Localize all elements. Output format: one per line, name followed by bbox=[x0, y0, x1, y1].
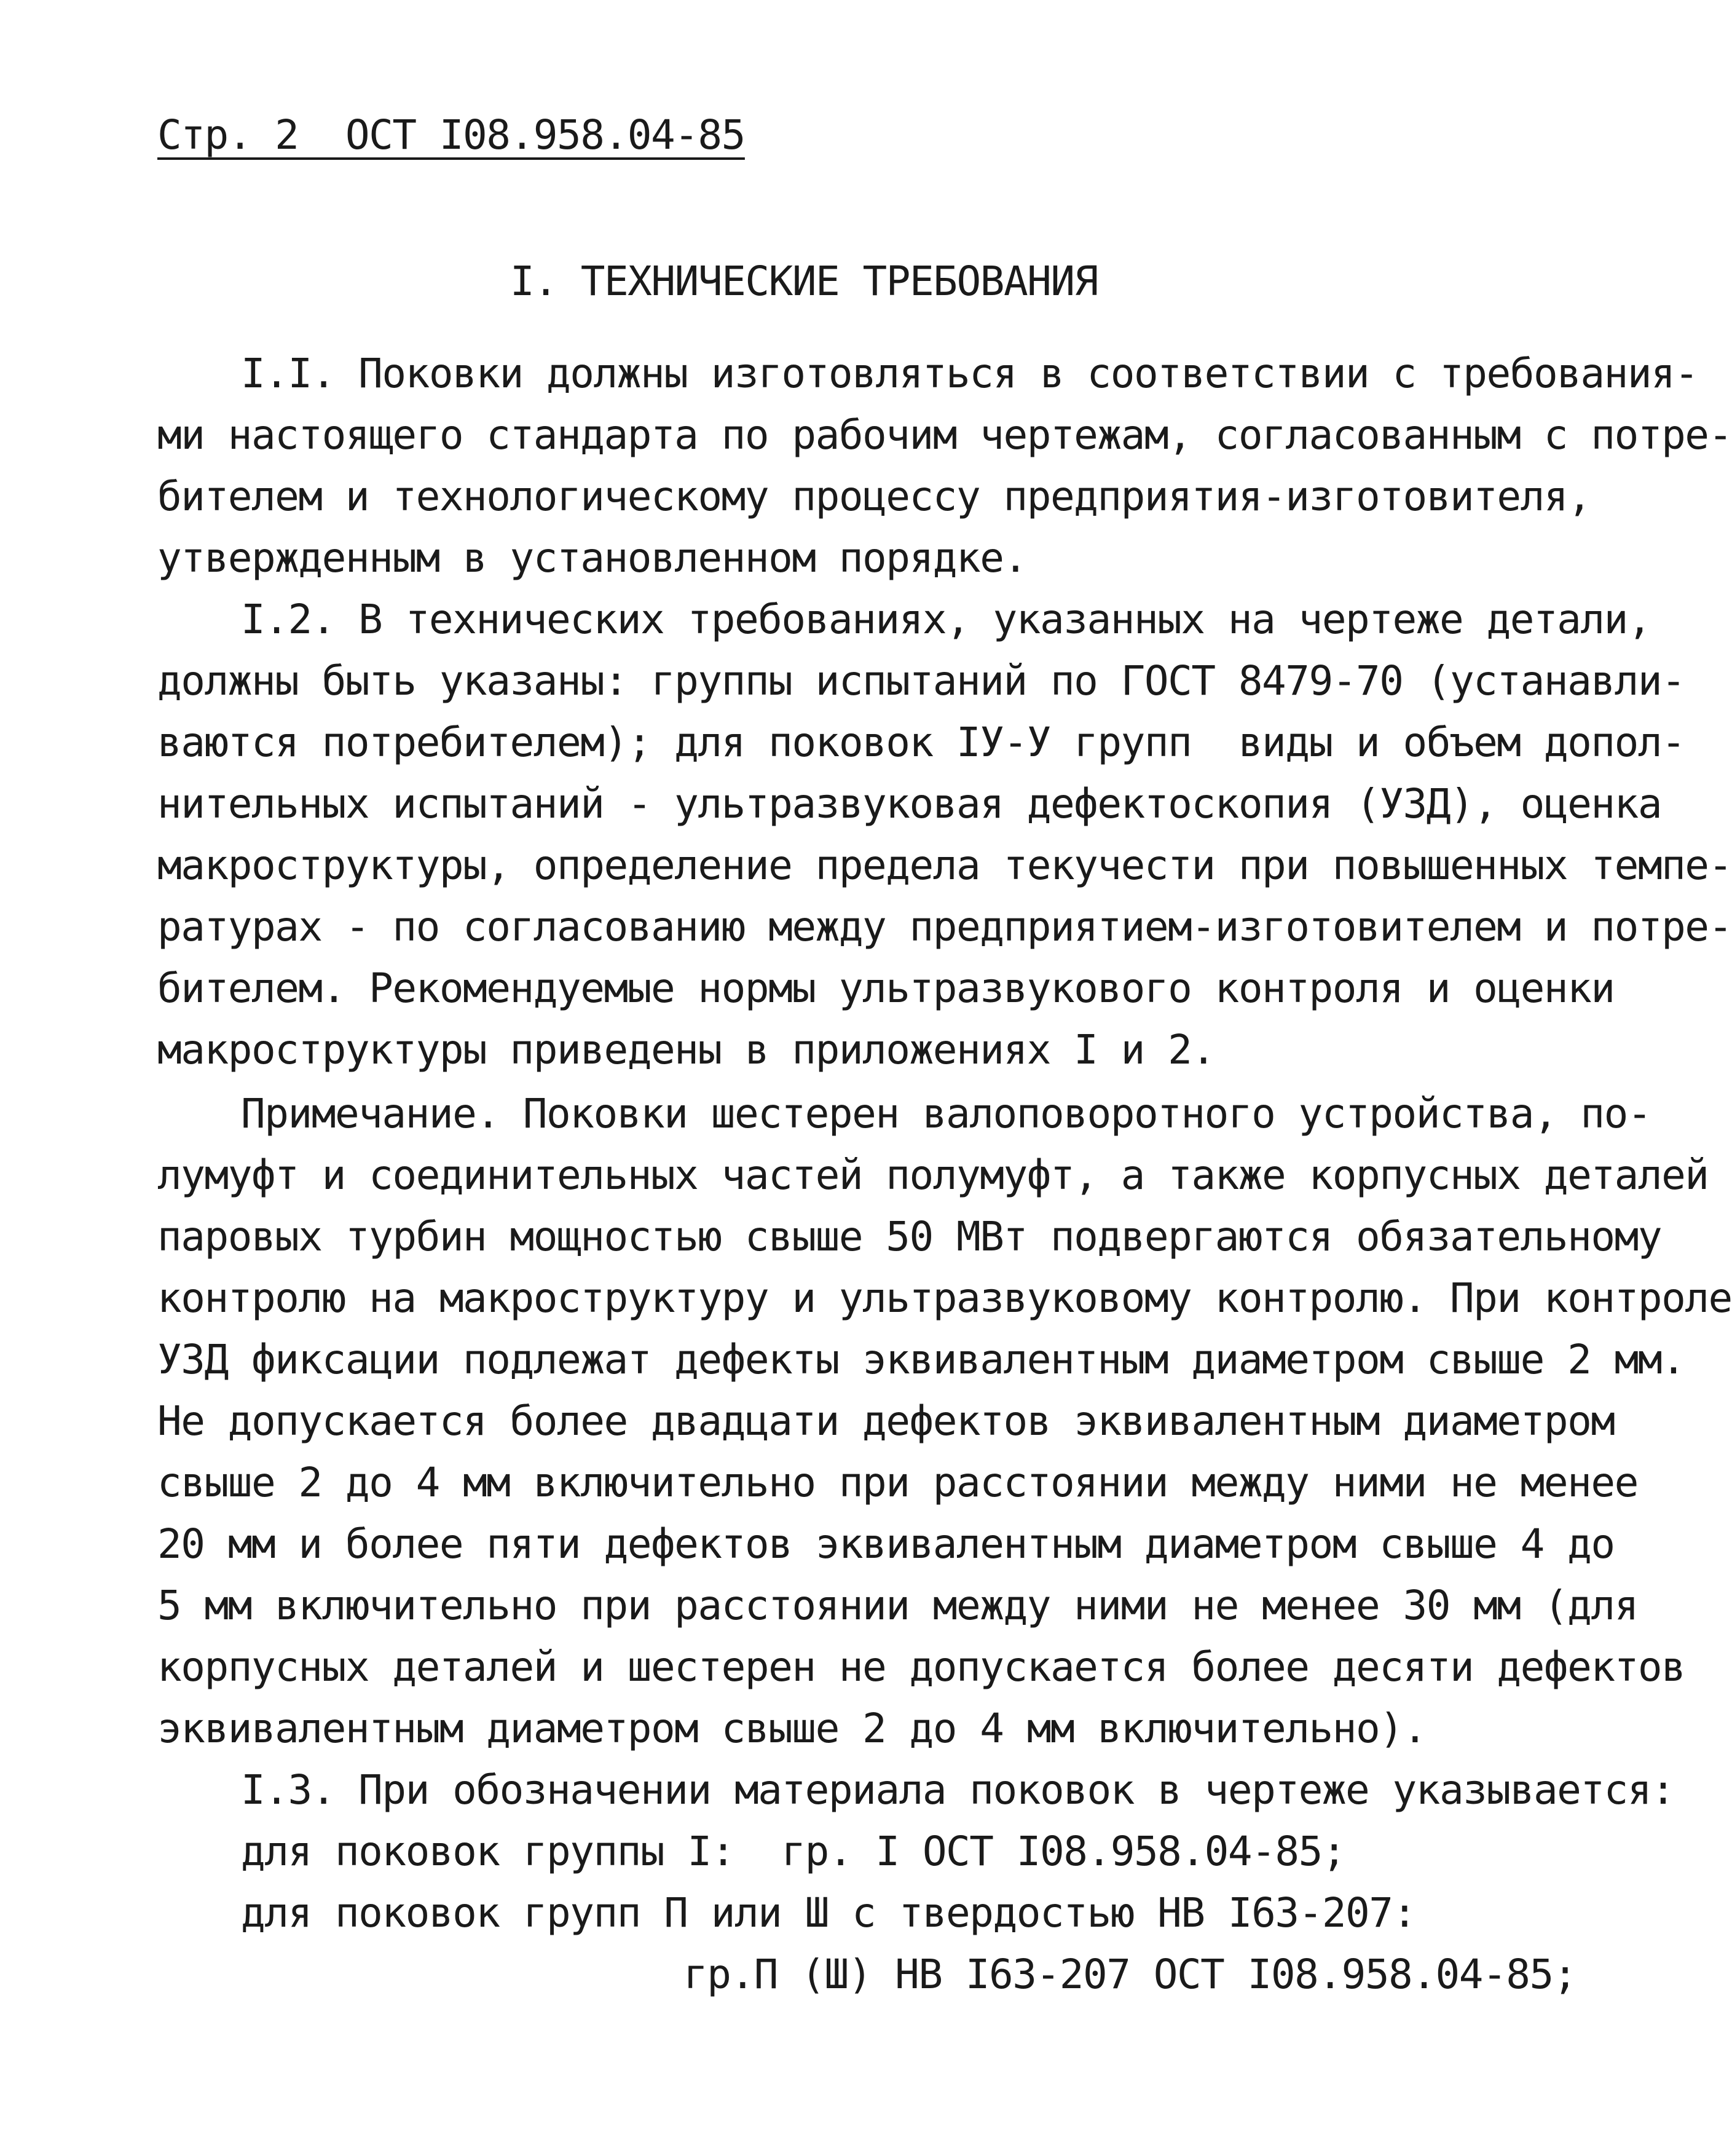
text-line: I.2. В технических требованиях, указанных на чертеже детали, bbox=[241, 596, 1651, 643]
note-line: свыше 2 до 4 мм включительно при расстоянии между ними не менее bbox=[157, 1459, 1638, 1506]
note-line: корпусных деталей и шестерен не допускается более десяти дефектов bbox=[157, 1643, 1685, 1691]
text-line: для поковок группы I: гр. I ОСТ I08.958.04-85; bbox=[241, 1828, 1346, 1875]
text-line: бителем. Рекомендуемые нормы ультразвукового контроля и оценки bbox=[157, 965, 1615, 1012]
note-line: 20 мм и более пяти дефектов эквивалентным диаметром свыше 4 до bbox=[157, 1520, 1615, 1568]
text-line: I.3. При обозначении материала поковок в чертеже указывается: bbox=[241, 1766, 1675, 1814]
text-line: гр.П (Ш) НВ I63-207 ОСТ I08.958.04-85; bbox=[683, 1951, 1577, 1998]
text-line: макроструктуры, определение предела текучести при повышенных темпе- bbox=[157, 842, 1732, 889]
page-header: Стр. 2 ОСТ I08.958.04-85 bbox=[157, 111, 745, 159]
text-line: утвержденным в установленном порядке. bbox=[157, 534, 1027, 582]
section-title: I. ТЕХНИЧЕСКИЕ ТРЕБОВАНИЯ bbox=[510, 258, 1098, 305]
text-line: бителем и технологическому процессу предприятия-изготовителя, bbox=[157, 473, 1591, 520]
text-line: I.I. Поковки должны изготовляться в соответствии с требования- bbox=[241, 350, 1698, 397]
note-line: УЗД фиксации подлежат дефекты эквивалентным диаметром свыше 2 мм. bbox=[157, 1336, 1685, 1383]
note-line: лумуфт и соединительных частей полумуфт, а также корпусных деталей bbox=[157, 1151, 1709, 1199]
note-line: Не допускается более двадцати дефектов эквивалентным диаметром bbox=[157, 1397, 1615, 1445]
text-line: макроструктуры приведены в приложениях I и 2. bbox=[157, 1026, 1215, 1073]
note-line: эквивалентным диаметром свыше 2 до 4 мм включительно). bbox=[157, 1705, 1427, 1752]
text-line: ратурах - по согласованию между предприятием-изготовителем и потре- bbox=[157, 903, 1732, 950]
note-line: контролю на макроструктуру и ультразвуковому контролю. При контроле bbox=[157, 1274, 1732, 1322]
text-line: ми настоящего стандарта по рабочим чертежам, согласованным с потре- bbox=[157, 411, 1732, 459]
text-line: нительных испытаний - ультразвуковая дефектоскопия (УЗД), оценка bbox=[157, 780, 1662, 827]
text-line: для поковок групп П или Ш с твердостью НВ I63-207: bbox=[241, 1889, 1416, 1937]
text-line: ваются потребителем); для поковок IУ-У групп виды и объем допол- bbox=[157, 719, 1685, 766]
note-line: 5 мм включительно при расстоянии между ними не менее 30 мм (для bbox=[157, 1582, 1638, 1629]
note-line: паровых турбин мощностью свыше 50 МВт подвергаются обязательному bbox=[157, 1213, 1662, 1260]
note-line: Примечание. Поковки шестерен валоповоротного устройства, по- bbox=[241, 1090, 1651, 1137]
text-line: должны быть указаны: группы испытаний по ГОСТ 8479-70 (устанавли- bbox=[157, 657, 1685, 705]
